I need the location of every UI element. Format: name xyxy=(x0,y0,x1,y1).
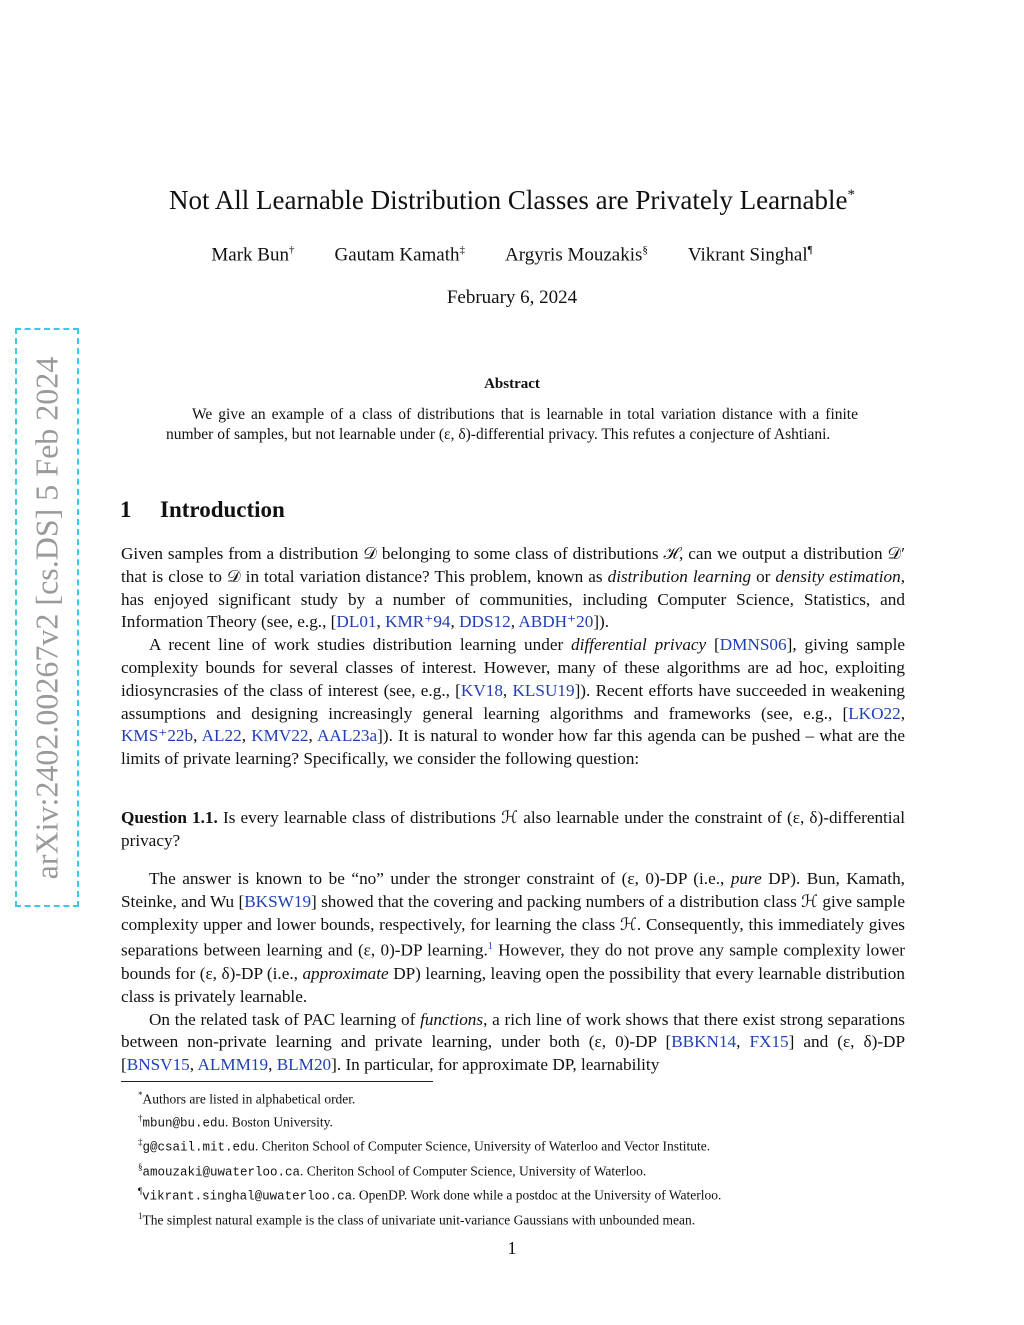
footnote: §amouzaki@uwaterloo.ca. Cheriton School of Computer Science, University of Waterloo. xyxy=(138,1161,647,1179)
paper-date: February 6, 2024 xyxy=(446,287,578,308)
footnote: †mbun@bu.edu. Boston University. xyxy=(138,1112,333,1130)
question-block: Question 1.1. Is every learnable class of distributions ℋ also learnable under the constraint of (ε, δ)-differential privacy? xyxy=(121,808,905,850)
citation-link[interactable]: KV18 xyxy=(460,680,503,700)
citation-link[interactable]: KMV22 xyxy=(251,726,309,746)
footnote: $^1$The simplest natural example is the class of univariate unit-variance Gaussians with unbounded mean. xyxy=(138,1210,696,1227)
citation-link[interactable]: BKSW19 xyxy=(244,891,312,911)
footnote: *Authors are listed in alphabetical order. xyxy=(138,1090,356,1107)
citation-link[interactable]: BLM20 xyxy=(276,1055,332,1075)
footnotes xyxy=(138,1086,938,1229)
paper-title: Not All Learnable Distribution Classes are Privately Learnable* xyxy=(168,185,856,215)
citation-link[interactable]: KLSU19 xyxy=(512,680,575,700)
citation-link[interactable]: AL22 xyxy=(201,726,242,746)
citation-link[interactable]: ALMM19 xyxy=(197,1055,269,1075)
citation-link[interactable]: BNSV15 xyxy=(126,1055,190,1075)
citation-link[interactable]: DL01 xyxy=(336,612,377,632)
author: Argyris Mouzakis§ xyxy=(505,244,648,266)
email-link[interactable]: vikrant.singhal@uwaterloo.ca xyxy=(142,1189,353,1204)
footnote: ¶vikrant.singhal@uwaterloo.ca. OpenDP. Work done while a postdoc at the University of Waterloo. xyxy=(138,1186,722,1204)
title-footnote-mark: * xyxy=(847,187,856,203)
footnote-divider xyxy=(121,1081,433,1082)
citation-link[interactable]: AAL23a xyxy=(317,726,378,746)
citation-link[interactable]: ABDH⁺20 xyxy=(518,612,594,632)
author: Vikrant Singhal¶ xyxy=(687,244,813,266)
author: Gautam Kamath‡ xyxy=(334,244,466,266)
page-number: 1 xyxy=(507,1238,517,1258)
section-heading: 1 Introduction xyxy=(120,497,285,522)
citation-link[interactable]: DDS12 xyxy=(459,612,511,632)
email-link[interactable]: g@csail.mit.edu xyxy=(142,1140,256,1155)
citation-link[interactable]: KMS⁺22b xyxy=(121,726,194,746)
citation-link[interactable]: DMNS06 xyxy=(719,635,787,655)
arxiv-stamp[interactable] xyxy=(15,328,79,907)
abstract-heading: Abstract xyxy=(484,376,540,392)
abstract-body: We give an example of a class of distributions that is learnable in total variation distance with a finite number of samples, but not learnable under (ε, δ)-differential privacy. This refutes a conjecture of Ashtiani. xyxy=(166,406,858,443)
author-list xyxy=(0,244,1024,266)
email-link[interactable]: mbun@bu.edu xyxy=(142,1116,226,1130)
author: Mark Bun† xyxy=(211,244,295,266)
citation-link[interactable]: KMR⁺94 xyxy=(385,612,451,632)
footnote: ‡g@csail.mit.edu. Cheriton School of Computer Science, University of Waterloo and Vector Institute. xyxy=(138,1137,711,1155)
email-link[interactable]: amouzaki@uwaterloo.ca xyxy=(142,1165,301,1179)
arxiv-id: arXiv:2402.00267v2 [cs.DS] 5 Feb 2024 xyxy=(28,356,65,879)
intro-paragraph-1: Given samples from a distribution 𝒟 belonging to some class of distributions ℋ, can we output a distribution 𝒟′ that is close to 𝒟 in total variation distance? This problem, known as distribution learning or density estimation, has enjoyed significant study by a number of communities, including Computer Science, Statistics, and Information Theory (see, e.g., [DL01, KMR⁺94, DDS12, ABDH⁺20]). A recent line of work studies distribution learning under differential privacy [DMNS06], giving sample complexity bounds for several classes of interest. However, many of these algorithms are ad hoc, exploiting idiosyncrasies of the class of interest (see, e.g., [KV18, KLSU19]). Recent efforts have succeeded in weakening assumptions and designing increasingly general learning algorithms and frameworks (see, e.g., [LKO22, KMS⁺22b, AL22, KMV22, AAL23a]). It is natural to wonder how far this agenda can be pushed – what are the limits of private learning? Specifically, we consider the following question: xyxy=(121,544,906,769)
citation-link[interactable]: BBKN14 xyxy=(671,1032,737,1052)
citation-link[interactable]: FX15 xyxy=(749,1032,789,1052)
intro-paragraph-3: The answer is known to be “no” under the stronger constraint of (ε, 0)-DP (i.e., pure DP). Bun, Kamath, Steinke, and Wu [BKSW19] showed that the covering and packing numbers of a distribution class ℋ give sample complexity upper and lower bounds, respectively, for learning the class ℋ. Consequently, this immediately gives separations between learning and (ε, 0)-DP learning.$^1$ However, they do not prove any sample complexity lower bounds for (ε, δ)-DP (i.e., approximate DP) learning, leaving open the possibility that every learnable distribution class is privately learnable. On the related task of PAC learning of functions, a rich line of work shows that there exist strong separations between non-private learning and private learning, under both (ε, 0)-DP [BBKN14, FX15] and (ε, δ)-DP [BNSV15, ALMM19, BLM20]. In particular, for approximate DP, learnability xyxy=(121,869,906,1075)
footnote-link[interactable]: 1 xyxy=(487,941,493,953)
citation-link[interactable]: LKO22 xyxy=(848,703,901,723)
